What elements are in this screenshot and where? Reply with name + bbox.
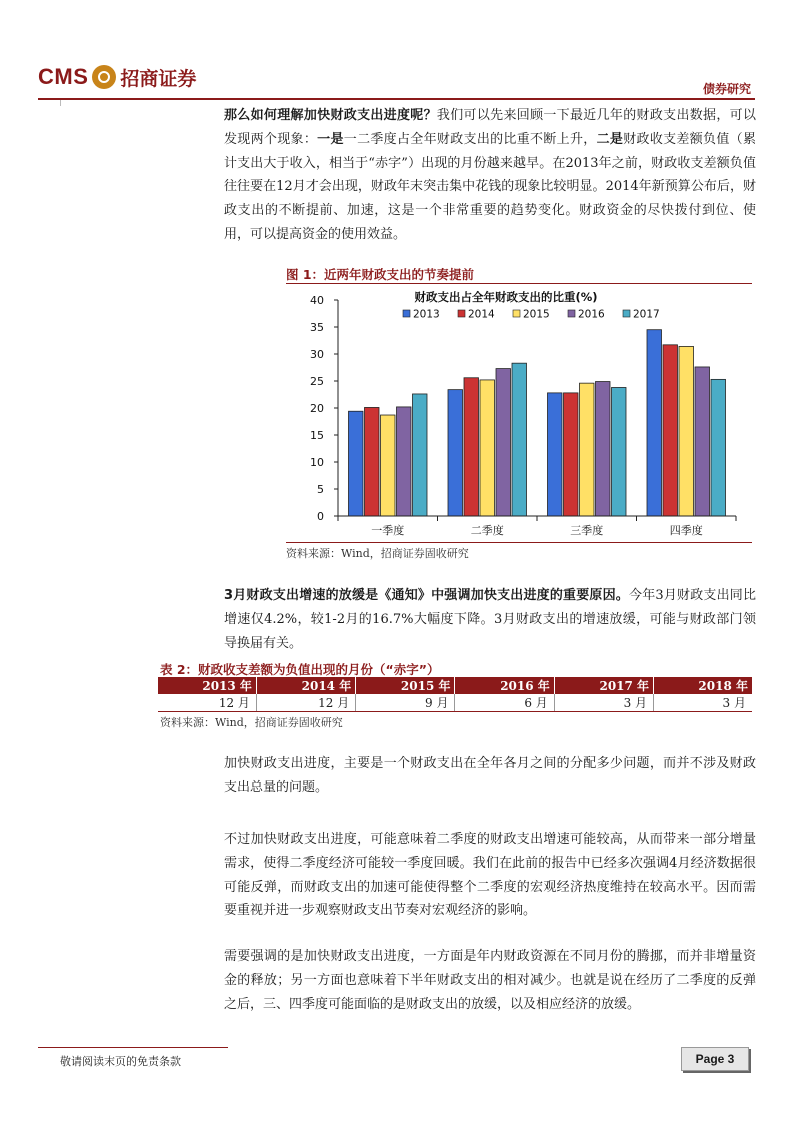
legend-swatch [568, 310, 575, 317]
paragraph-fiscal-intro [224, 104, 756, 247]
logo-emblem-icon [92, 65, 116, 89]
bar-2016-一季度 [397, 407, 412, 516]
y-tick-label: 20 [310, 402, 324, 415]
figure-source: 资料来源：Wind，招商证券固收研究 [286, 547, 469, 560]
header-tick [60, 100, 61, 106]
paragraph-text: 今年3月财政支出同比增速仅4.2%，较1-2月的16.7%大幅度下降。3月财政支出的增速放缓，可能与财政部门领导换届有关。 [224, 588, 756, 651]
y-tick-label: 15 [310, 429, 324, 442]
paragraph-lead: 那么如何理解加快财政支出进度呢？ [224, 108, 437, 123]
chart-title: 财政支出占全年财政支出的比重(%) [414, 290, 598, 304]
table-header-row [158, 677, 752, 694]
paragraph-march-spending [224, 584, 756, 655]
y-tick-label: 40 [310, 294, 324, 307]
bar-2013-三季度 [548, 393, 563, 516]
bar-2017-一季度 [413, 394, 428, 516]
legend-swatch [513, 310, 520, 317]
table-title: 表 2：财政收支差额为负值出现的月份（“赤字”） [160, 662, 440, 677]
page-number: Page 3 [681, 1047, 749, 1071]
bar-2016-二季度 [496, 369, 511, 516]
y-tick-label: 0 [317, 510, 324, 523]
x-tick-label: 四季度 [669, 524, 703, 537]
bar-2015-一季度 [381, 415, 396, 516]
bar-2014-四季度 [663, 345, 678, 516]
legend-label: 2017 [633, 308, 660, 321]
bar-series [349, 330, 726, 516]
paragraph-h2-outlook: 需要强调的是加快财政支出进度，一方面是年内财政资源在不同月份的腾挪，而并非增量资金的释放；另一方面也意味着下半年财政支出的相对减少。也就是说在经历了二季度的反弹之后，三、四季度可能面临的是财政支出的放缓，以及相应经济的放缓。 [224, 949, 756, 1012]
bar-2016-四季度 [695, 367, 710, 516]
table-header-cell: 2017 年 [554, 677, 653, 694]
bar-2017-四季度 [711, 379, 726, 516]
bar-2015-二季度 [480, 380, 495, 516]
y-tick-label: 35 [310, 321, 324, 334]
logo-text: CMS [38, 64, 89, 89]
paragraph-text: 一二季度占全年财政支出的比重不断上升， [343, 131, 597, 147]
bar-2013-二季度 [448, 390, 463, 516]
table-row [158, 694, 752, 712]
legend-label: 2016 [578, 308, 605, 321]
table-cell: 12 月 [256, 694, 355, 712]
table-cell: 12 月 [158, 694, 256, 712]
paragraph-total-spending: 加快财政支出进度，主要是一个财政支出在全年各月之间的分配多少问题，而并不涉及财政支出总量的问题。 [224, 756, 756, 795]
y-axis [310, 294, 338, 523]
table-header-cell: 2018 年 [654, 677, 752, 694]
paragraph-q2-outlook: 不过加快财政支出进度，可能意味着二季度的财政支出增速可能较高，从而带来一部分增量需求，使得二季度经济可能较一季度回暖。我们在此前的报告中已经多次强调4月经济数据很可能反弹，而财政支出的加速可能使得整个二季度的宏观经济热度维持在较高水平。因而需要重视并进一步观察财政支出节奏对宏观经济的影响。 [224, 832, 756, 919]
legend-label: 2013 [413, 308, 440, 321]
table-header-cell: 2014 年 [256, 677, 355, 694]
x-tick-label: 三季度 [570, 524, 604, 537]
emphasis-first: 一是 [317, 131, 344, 147]
table-cell: 9 月 [356, 694, 455, 712]
bar-2015-三季度 [580, 383, 595, 516]
bar-2017-二季度 [512, 363, 527, 516]
header-divider [38, 98, 755, 100]
y-tick-label: 30 [310, 348, 324, 361]
y-tick-label: 10 [310, 456, 324, 469]
table-header-cell: 2013 年 [158, 677, 256, 694]
legend-swatch [458, 310, 465, 317]
figure-title: 图 1：近两年财政支出的节奏提前 [286, 267, 475, 282]
fiscal-expenditure-bar-chart [286, 284, 754, 542]
legend-label: 2014 [468, 308, 495, 321]
table-header-cell: 2016 年 [455, 677, 554, 694]
report-section-label: 债券研究 [702, 82, 751, 96]
paragraph-text: 我们可以先来回顾一下最近几年的财政支出数据，可以发现两个现象： [224, 108, 756, 147]
deficit-month-table [158, 677, 752, 712]
table-cell: 3 月 [654, 694, 752, 712]
table-cell: 3 月 [554, 694, 653, 712]
bar-2014-二季度 [464, 378, 479, 516]
figure-bottom-rule [286, 542, 752, 543]
x-tick-label: 一季度 [371, 524, 405, 537]
table-source: 资料来源：Wind，招商证券固收研究 [160, 716, 343, 729]
table-cell: 6 月 [455, 694, 554, 712]
bar-2014-三季度 [564, 393, 579, 516]
paragraph-text: 财政收支差额负值（累计支出大于收入，相当于“赤字”）出现的月份越来越早。在2013年之前，财政收支差额负值往往要在12月才会出现，财政年末突击集中花钱的现象比较明显。2014年新预算公布后，财政支出的不断提前、加速，这是一个非常重要的趋势变化。财政资金的尽快拨付到位、使用，可以提高资金的使用效益。 [224, 131, 756, 242]
emphasis-second: 二是 [596, 131, 624, 147]
paragraph-lead: 3月财政支出增速的放缓是《通知》中强调加快支出进度的重要原因。 [224, 588, 629, 603]
bar-2013-一季度 [349, 411, 364, 516]
footer-rule [38, 1047, 228, 1048]
y-tick-label: 5 [317, 483, 324, 496]
bar-2016-三季度 [596, 382, 611, 516]
legend-swatch [403, 310, 410, 317]
bar-2017-三季度 [612, 387, 627, 516]
bar-2015-四季度 [679, 346, 694, 516]
legend-label: 2015 [523, 308, 550, 321]
company-logo [38, 62, 196, 92]
legend-swatch [623, 310, 630, 317]
y-tick-label: 25 [310, 375, 324, 388]
x-axis [338, 516, 736, 537]
footer-disclaimer: 敬请阅读末页的免责条款 [60, 1055, 181, 1068]
table-header-cell: 2015 年 [356, 677, 455, 694]
bar-2013-四季度 [647, 330, 662, 516]
x-tick-label: 二季度 [470, 524, 504, 537]
logo-company-name: 招商证券 [120, 67, 197, 90]
bar-2014-一季度 [365, 407, 380, 516]
chart-legend [403, 309, 660, 321]
